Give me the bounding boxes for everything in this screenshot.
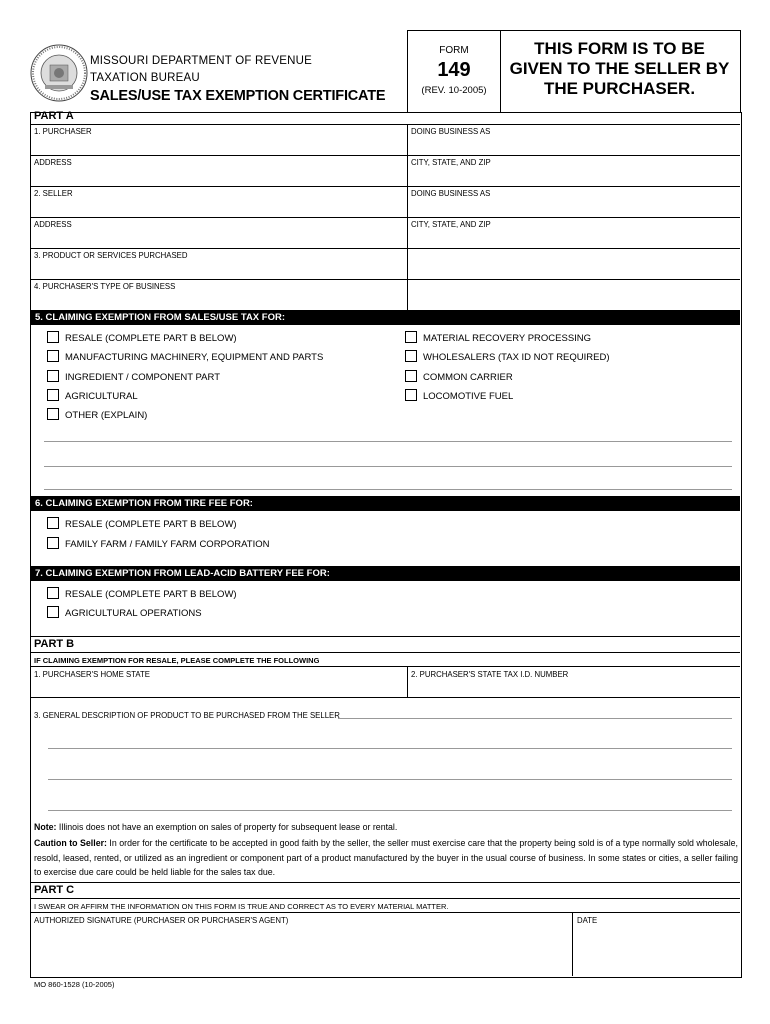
seller-address-field[interactable]: ADDRESS	[34, 220, 72, 229]
purchaser-address-field[interactable]: ADDRESS	[34, 158, 72, 167]
battery-resale-checkbox[interactable]	[47, 587, 59, 599]
material-recovery-checkbox[interactable]	[405, 331, 417, 343]
notice-line-1: THIS FORM IS TO BE	[534, 39, 705, 58]
explain-line-3[interactable]	[44, 489, 732, 490]
common-carrier-checkbox[interactable]	[405, 370, 417, 382]
agricultural-operations-option-label: AGRICULTURAL OPERATIONS	[65, 608, 202, 619]
battery-resale-option-label: RESALE (COMPLETE PART B BELOW)	[65, 589, 237, 600]
seller-dba-field[interactable]: DOING BUSINESS AS	[411, 189, 491, 198]
note-text: Illinois does not have an exemption on sales of property for subsequent lease or rental.	[56, 822, 398, 832]
locomotive-fuel-checkbox[interactable]	[405, 389, 417, 401]
caution-to-seller	[34, 836, 738, 880]
agency-name: MISSOURI DEPARTMENT OF REVENUE	[90, 55, 312, 67]
material-recovery-option-label: MATERIAL RECOVERY PROCESSING	[423, 333, 592, 344]
common-carrier-option-label: COMMON CARRIER	[423, 372, 513, 383]
family-farm-checkbox[interactable]	[47, 537, 59, 549]
other-checkbox[interactable]	[47, 408, 59, 420]
date-field[interactable]: DATE	[577, 916, 598, 925]
ingredient-checkbox[interactable]	[47, 370, 59, 382]
explain-line-1[interactable]	[44, 441, 732, 442]
affirmation-statement: I SWEAR OR AFFIRM THE INFORMATION ON THIS FORM IS TRUE AND CORRECT AS TO EVERY MATERIAL MATTER.	[34, 902, 449, 911]
part-c-heading: PART C	[34, 884, 75, 896]
state-tax-id-field[interactable]: 2. PURCHASER'S STATE TAX I.D. NUMBER	[411, 670, 569, 679]
form-footer-code: MO 860-1528 (10-2005)	[34, 980, 115, 989]
tire-resale-option-label: RESALE (COMPLETE PART B BELOW)	[65, 519, 237, 530]
other-option-label: OTHER (EXPLAIN)	[65, 410, 148, 421]
notice-line-2: GIVEN TO THE SELLER BY	[509, 59, 730, 78]
agricultural-operations-checkbox[interactable]	[47, 606, 59, 618]
home-state-field[interactable]: 1. PURCHASER'S HOME STATE	[34, 670, 151, 679]
purchaser-dba-field[interactable]: DOING BUSINESS AS	[411, 127, 491, 136]
locomotive-fuel-option-label: LOCOMOTIVE FUEL	[423, 391, 514, 402]
agricultural-option-label: AGRICULTURAL	[65, 391, 138, 402]
part-b-instruction: IF CLAIMING EXEMPTION FOR RESALE, PLEASE COMPLETE THE FOLLOWING	[34, 656, 320, 665]
agricultural-checkbox[interactable]	[47, 389, 59, 401]
page-title: SALES/USE TAX EXEMPTION CERTIFICATE	[90, 88, 386, 104]
tire-resale-checkbox[interactable]	[47, 517, 59, 529]
manufacturing-checkbox[interactable]	[47, 350, 59, 362]
bureau-name: TAXATION BUREAU	[90, 72, 200, 84]
seller-notice-box	[499, 30, 741, 113]
resale-option-label: RESALE (COMPLETE PART B BELOW)	[65, 333, 237, 344]
form-label: FORM	[439, 45, 469, 56]
description-line-3[interactable]	[48, 779, 732, 780]
manufacturing-option-label: MANUFACTURING MACHINERY, EQUIPMENT AND PARTS	[65, 352, 324, 363]
notice-line-3: THE PURCHASER.	[543, 79, 696, 98]
part-a-heading: PART A	[34, 110, 74, 122]
purchaser-city-state-zip-field[interactable]: CITY, STATE, AND ZIP	[411, 158, 491, 167]
caution-text: In order for the certificate to be accepted in good faith by the seller, the seller must exercise care that the property being sold is of a type normally sold wholesale, resold, leased, rented, or utilized as an ingredient or component part of a product manufactured by the buyer in the usual course of business. In some states or cities, a seller failing to exercise due care could be held liable for the sales tax due.	[34, 838, 738, 877]
illinois-note	[34, 820, 738, 835]
part-b-heading: PART B	[34, 638, 75, 650]
form-number-box	[407, 30, 501, 113]
note-label: Note:	[34, 822, 57, 832]
wholesalers-checkbox[interactable]	[405, 350, 417, 362]
seller-city-state-zip-field[interactable]: CITY, STATE, AND ZIP	[411, 220, 491, 229]
section-5-heading: 5. CLAIMING EXEMPTION FROM SALES/USE TAX FOR:	[31, 310, 740, 325]
section-6-heading: 6. CLAIMING EXEMPTION FROM TIRE FEE FOR:	[31, 496, 740, 511]
form-revision: (REV. 10-2005)	[421, 85, 487, 96]
business-type-field[interactable]: 4. PURCHASER'S TYPE OF BUSINESS	[34, 282, 176, 291]
caution-label: Caution to Seller:	[34, 838, 107, 848]
description-line-1[interactable]	[338, 718, 732, 719]
seller-field[interactable]: 2. SELLER	[34, 189, 73, 198]
section-7-heading: 7. CLAIMING EXEMPTION FROM LEAD-ACID BATTERY FEE FOR:	[31, 566, 740, 581]
purchaser-field[interactable]: 1. PURCHASER	[34, 127, 92, 136]
signature-field[interactable]: AUTHORIZED SIGNATURE (PURCHASER OR PURCHASER'S AGENT)	[34, 916, 289, 925]
resale-checkbox[interactable]	[47, 331, 59, 343]
ingredient-option-label: INGREDIENT / COMPONENT PART	[65, 372, 221, 383]
missouri-seal-logo	[30, 44, 88, 102]
product-services-field[interactable]: 3. PRODUCT OR SERVICES PURCHASED	[34, 251, 188, 260]
product-description-label: 3. GENERAL DESCRIPTION OF PRODUCT TO BE PURCHASED FROM THE SELLER	[34, 711, 340, 720]
explain-line-2[interactable]	[44, 466, 732, 467]
family-farm-option-label: FAMILY FARM / FAMILY FARM CORPORATION	[65, 539, 270, 550]
form-number: 149	[437, 59, 471, 81]
wholesalers-option-label: WHOLESALERS (TAX ID NOT REQUIRED)	[423, 352, 610, 363]
description-line-4[interactable]	[48, 810, 732, 811]
description-line-2[interactable]	[48, 748, 732, 749]
